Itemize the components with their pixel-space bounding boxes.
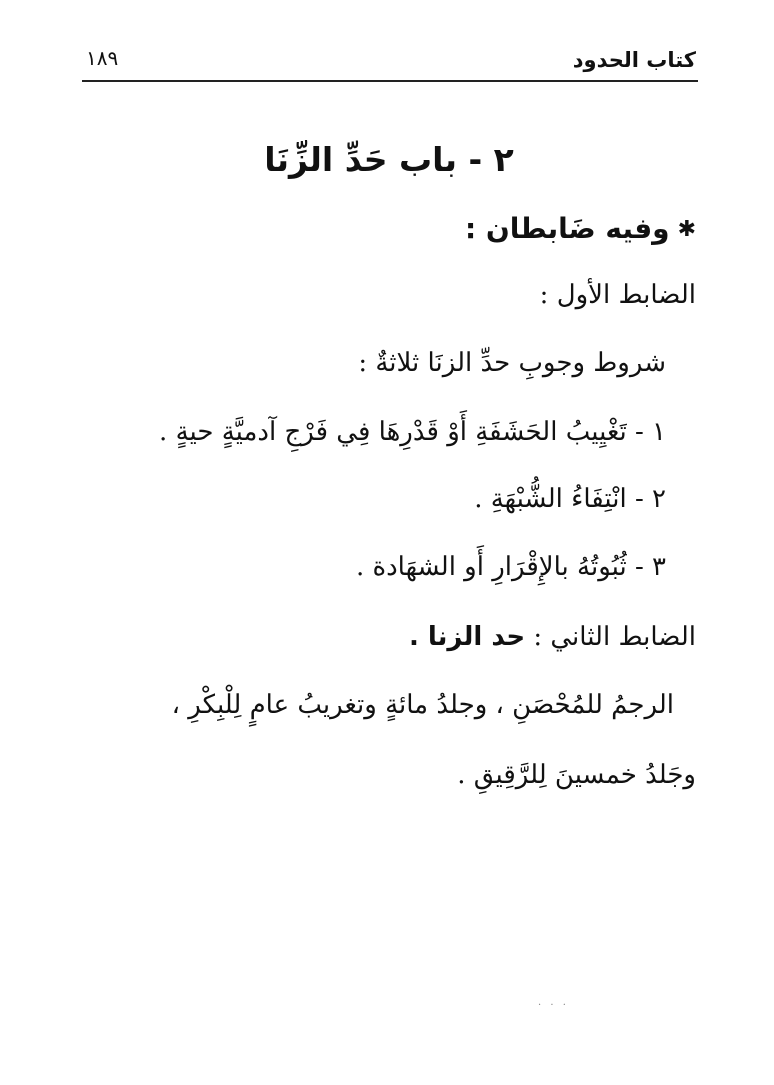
section-intro-text: وفيه ضَابطان : [464, 212, 670, 245]
rule-one-heading: الضابط الأول : [539, 280, 696, 310]
running-head [82, 44, 696, 74]
condition-item-2: ٢ - انْتِفَاءُ الشُّبْهَةِ . [474, 484, 666, 514]
rule-two-value: حد الزنا . [408, 622, 526, 652]
rule-two-text-line-2: وجَلدُ خمسينَ لِلرَّقِيقِ . [457, 760, 696, 790]
rule-two-heading [409, 622, 696, 653]
rule-two-text-line-1: الرجمُ للمُحْصَنِ ، وجلدُ مائةٍ وتغريبُ عامٍ لِلْبِكْرِ ، [171, 690, 674, 720]
star-bullet-icon: ✱ [677, 217, 696, 242]
page-number: ١٨٩ [86, 46, 119, 70]
rule-two-label: الضابط الثاني : [533, 622, 696, 652]
condition-item-3: ٣ - ثُبُوتُهُ بالإِقْرَارِ أَو الشهَادة . [355, 552, 666, 582]
book-title: كتاب الحدود [572, 48, 696, 72]
conditions-intro: شروط وجوبِ حدِّ الزنَا ثلاثةٌ : [358, 348, 666, 378]
footer-dots: · · · [538, 1000, 569, 1011]
section-intro [465, 212, 696, 246]
chapter-title: ٢ - باب حَدِّ الزِّنَا [264, 140, 514, 179]
condition-item-1: ١ - تَغْيِيبُ الحَشَفَةِ أَوْ قَدْرِهَا فِي فَرْجِ آدميَّةٍ حيةٍ . [159, 417, 666, 447]
header-rule [82, 80, 698, 82]
